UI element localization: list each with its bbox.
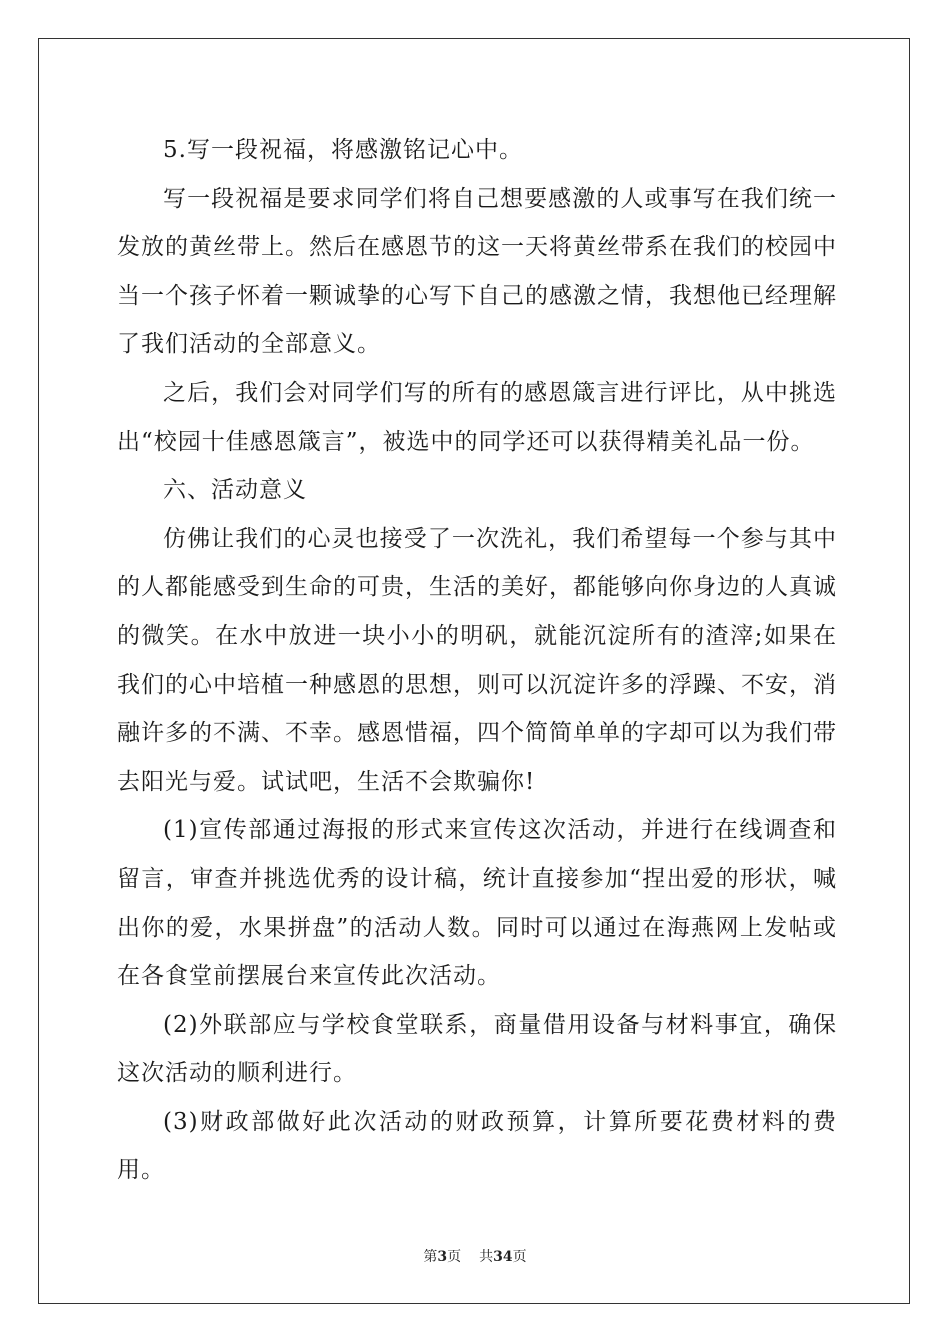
paragraph-significance: 仿佛让我们的心灵也接受了一次洗礼，我们希望每一个参与其中的人都能感受到生命的可贵，生活的美好，都能够向你身边的人真诚的微笑。在水中放进一块小小的明矾，就能沉淀所有的渣滓;如果在我们的心中培植一种感恩的思想，则可以沉淀许多的浮躁、不安，消融许多的不满、不幸。感恩惜福，四个简简单单的字却可以为我们带去阳光与爱。试试吧，生活不会欺骗你!	[117, 525, 837, 795]
paragraph-evaluation: 之后，我们会对同学们写的所有的感恩箴言进行评比，从中挑选出“校园十佳感恩箴言”，被选中的同学还可以获得精美礼品一份。	[117, 379, 837, 455]
paragraph-blessing-description: 写一段祝福是要求同学们将自己想要感激的人或事写在我们统一发放的黄丝带上。然后在感恩节的这一天将黄丝带系在我们的校园中当一个孩子怀着一颗诚挚的心写下自己的感激之情，我想他已经理解了我们活动的全部意义。	[117, 185, 837, 358]
paragraph-external-dept: (2)外联部应与学校食堂联系，商量借用设备与材料事宜，确保这次活动的顺利进行。	[117, 1011, 837, 1087]
page-prefix: 第	[423, 1249, 438, 1265]
document-body	[117, 126, 837, 1195]
paragraph-finance-dept: (3)财政部做好此次活动的财政预算，计算所要花费材料的费用。	[117, 1108, 837, 1184]
page-number: 3	[437, 1249, 448, 1265]
total-prefix: 共	[479, 1249, 494, 1265]
page-suffix: 页	[447, 1249, 462, 1265]
section-heading-blessing: 5.写一段祝福，将感激铭记心中。	[163, 137, 523, 163]
section-heading-significance: 六、活动意义	[163, 477, 307, 504]
page-footer	[0, 1246, 950, 1266]
paragraph-publicity-dept: (1)宣传部通过海报的形式来宣传这次活动，并进行在线调查和留言，审查并挑选优秀的设计稿，统计直接参加“捏出爱的形状，喊出你的爱，水果拼盘”的活动人数。同时可以通过在海燕网上发帖或在各食堂前摆展台来宣传此次活动。	[117, 817, 837, 990]
total-suffix: 页	[512, 1249, 527, 1265]
total-pages: 34	[493, 1249, 513, 1265]
